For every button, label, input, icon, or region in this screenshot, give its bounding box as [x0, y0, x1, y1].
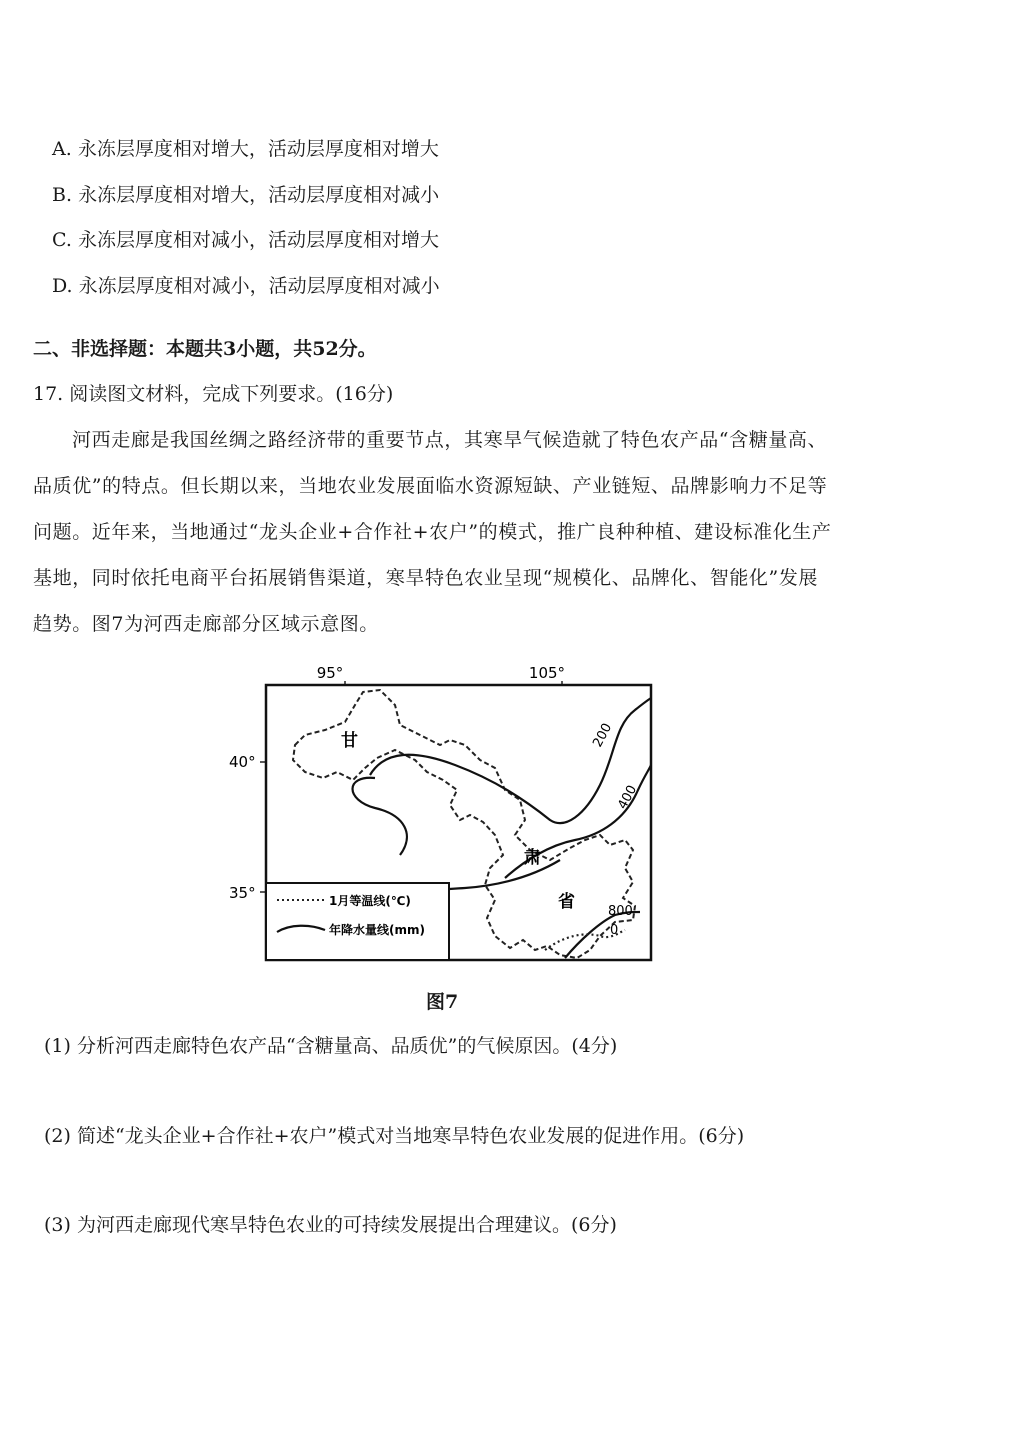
option-d: [52, 274, 440, 298]
paragraph-line-1: 河西走廊是我国丝绸之路经济带的重要节点，其寒旱气候造就了特色农产品“含糖量高、: [72, 429, 828, 451]
paragraph-line-5: 趋势。图7为河西走廊部分区域示意图。: [33, 613, 379, 635]
west-isohyet-curve: [353, 778, 407, 855]
sub-question-3: (3) 为河西走廊现代寒旱特色农业的可持续发展提出合理建议。(6分): [44, 1214, 617, 1236]
option-text: 永冻层厚度相对增大，活动层厚度相对增大: [77, 138, 439, 160]
hexi-corridor-map: [205, 650, 675, 975]
lat-label-35: 35°: [229, 884, 256, 902]
province-char-gan: 甘: [341, 731, 358, 751]
option-label: B.: [52, 184, 73, 206]
province-char-su: 肃: [524, 848, 541, 868]
lon-label-105: 105°: [528, 664, 566, 682]
sub-question-2: (2) 简述“龙头企业+合作社+农户”模式对当地寒旱特色农业发展的促进作用。(6分): [44, 1125, 745, 1147]
paragraph-line-2: 品质优”的特点。但长期以来，当地农业发展面临水资源短缺、产业链短、品牌影响力不足等: [33, 475, 828, 497]
option-text: 永冻层厚度相对增大，活动层厚度相对减小: [78, 184, 440, 206]
option-label: D.: [52, 275, 73, 297]
contour-label-800: 800: [608, 904, 633, 919]
option-b: [52, 183, 439, 207]
question-number: 17.: [33, 383, 64, 405]
option-label: A.: [52, 138, 72, 160]
sub-question-1: (1) 分析河西走廊特色农产品“含糖量高、品质优”的气候原因。(4分): [44, 1035, 618, 1057]
option-a: [52, 137, 439, 161]
contour-label-400: 400: [615, 782, 641, 812]
option-text: 永冻层厚度相对减小，活动层厚度相对增大: [77, 229, 439, 251]
figure-caption: 图7: [426, 991, 459, 1013]
province-char-sheng: 省: [558, 892, 575, 912]
section-title: 二、非选择题：本题共3小题，共52分。: [33, 338, 377, 360]
legend-isohyet-label: 年降水量线(mm): [329, 923, 425, 937]
lon-label-95: 95°: [316, 664, 344, 682]
question-17-header: [33, 382, 393, 406]
option-text: 永冻层厚度相对减小，活动层厚度相对减小: [78, 275, 440, 297]
option-label: C.: [52, 229, 72, 251]
option-c: [52, 228, 439, 252]
contour-label-0: 0: [610, 923, 619, 938]
paragraph-line-3: 问题。近年来，当地通过“龙头企业+合作社+农户”的模式，推广良种种植、建设标准化生产: [33, 521, 832, 543]
legend-isotherm-label: 1月等温线(℃): [329, 894, 411, 908]
isohyet-200: [370, 698, 651, 823]
paragraph-line-4: 基地，同时依托电商平台拓展销售渠道，寒旱特色农业呈现“规模化、品牌化、智能化”发展: [33, 567, 819, 589]
lat-label-40: 40°: [229, 753, 256, 771]
question-prompt: 阅读图文材料，完成下列要求。(16分): [69, 383, 394, 405]
contour-label-200: 200: [590, 720, 616, 750]
